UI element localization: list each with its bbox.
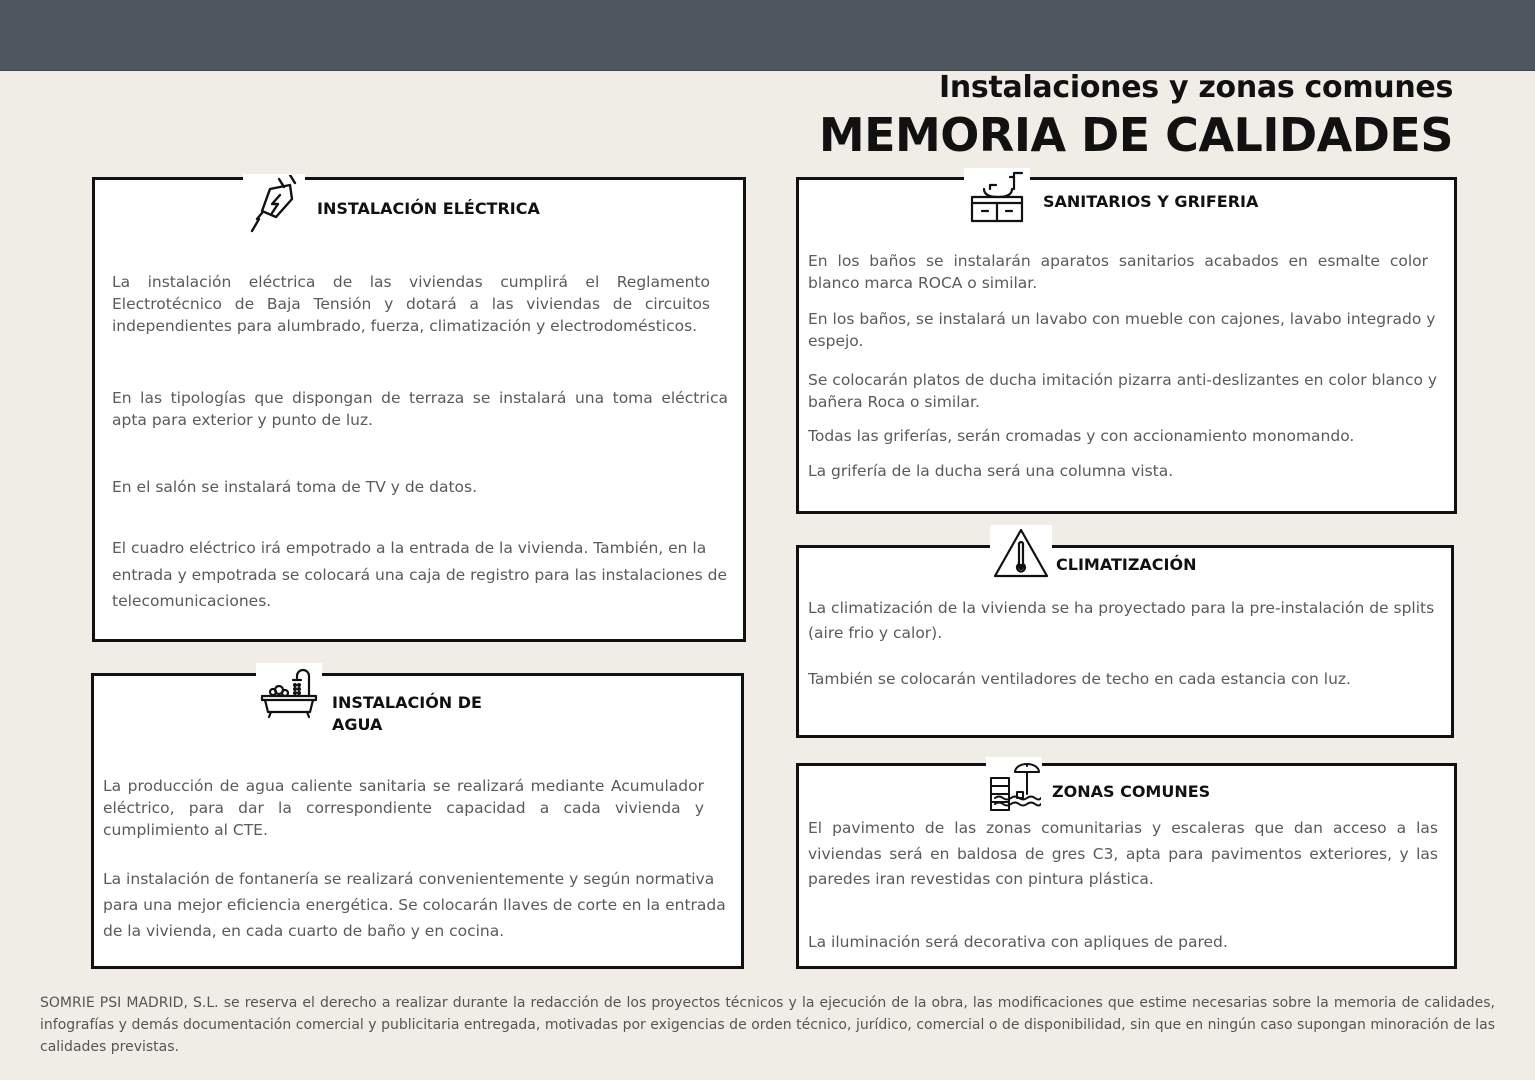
section-heading-line1: INSTALACIÓN DE xyxy=(332,693,482,712)
paragraph: También se colocarán ventiladores de techo en cada estancia con luz. xyxy=(808,670,1351,688)
page-subtitle: Instalaciones y zonas comunes xyxy=(938,70,1453,105)
paragraph: En los baños se instalarán aparatos sanitarios acabados en esmalte color blanco marca ROCA o similar. xyxy=(808,252,1428,292)
section-heading-line2: AGUA xyxy=(332,715,383,734)
page-title: MEMORIA DE CALIDADES xyxy=(818,108,1453,162)
paragraph: En el salón se instalará toma de TV y de datos. xyxy=(112,478,478,496)
section-heading: SANITARIOS Y GRIFERIA xyxy=(1043,192,1259,211)
paragraph: La grifería de la ducha será una columna vista. xyxy=(808,462,1174,480)
sink-cabinet-icon xyxy=(964,168,1030,226)
paragraph: El pavimento de las zonas comunitarias y escaleras que dan acceso a las viviendas será en baldosa de gres C3, apta para pavimentos exteriores, y las paredes iran revestidas con pintura plástica. xyxy=(808,819,1438,888)
paragraph: En los baños, se instalará un lavabo con mueble con cajones, lavabo integrado y espejo. xyxy=(808,310,1436,350)
paragraph: La climatización de la vivienda se ha proyectado para la pre-instalación de splits (aire frio y calor). xyxy=(808,599,1435,642)
section-heading: ZONAS COMUNES xyxy=(1052,782,1211,801)
paragraph: Se colocarán platos de ducha imitación pizarra anti-deslizantes en color blanco y bañera Roca o similar. xyxy=(808,371,1438,411)
electric-plug-icon xyxy=(243,174,305,236)
paragraph: La iluminación será decorativa con apliques de pared. xyxy=(808,933,1228,951)
thermometer-warning-icon xyxy=(990,525,1052,581)
paragraph: La instalación eléctrica de las viviendas cumplirá el Reglamento Electrotécnico de Baja Tensión y dotará a las viviendas de circuitos independientes para alumbrado, fuerza, climatización y electrodomésticos. xyxy=(112,273,710,335)
paragraph: La instalación de fontanería se realizará convenientemente y según normativa para una mejor eficiencia energética. Se colocarán llaves de corte en la entrada de la vivienda, en cada cuarto de baño y en cocina. xyxy=(103,870,726,940)
bathtub-icon xyxy=(256,663,322,723)
paragraph: El cuadro eléctrico irá empotrado a la entrada de la vivienda. También, en la entrada y empotrada se colocará una caja de registro para las instalaciones de telecomunicaciones. xyxy=(112,539,728,610)
top-banner xyxy=(0,0,1535,71)
paragraph: La producción de agua caliente sanitaria se realizará mediante Acumulador eléctrico, para dar la correspondiente capacidad a cada vivienda y cumplimiento al CTE. xyxy=(103,777,704,839)
section-heading: CLIMATIZACIÓN xyxy=(1056,555,1197,574)
paragraph: En las tipologías que dispongan de terraza se instalará una toma eléctrica apta para exterior y punto de luz. xyxy=(112,389,728,429)
footer-disclaimer: SOMRIE PSI MADRID, S.L. se reserva el derecho a realizar durante la redacción de los proyectos técnicos y la ejecución de la obra, las modificaciones que estime necesarias sobre la memoria de calidades, infografías y demás documentación comercial y publicitaria entregada, motivadas por exigencias de orden técnico, jurídico, comercial o de disponibilidad, sin que en ningún caso supongan minoración de las calidades previstas. xyxy=(40,995,1495,1055)
section-heading: INSTALACIÓN ELÉCTRICA xyxy=(317,199,540,218)
paragraph: Todas las griferías, serán cromadas y con accionamiento monomando. xyxy=(808,427,1355,445)
pool-umbrella-icon xyxy=(986,757,1042,813)
